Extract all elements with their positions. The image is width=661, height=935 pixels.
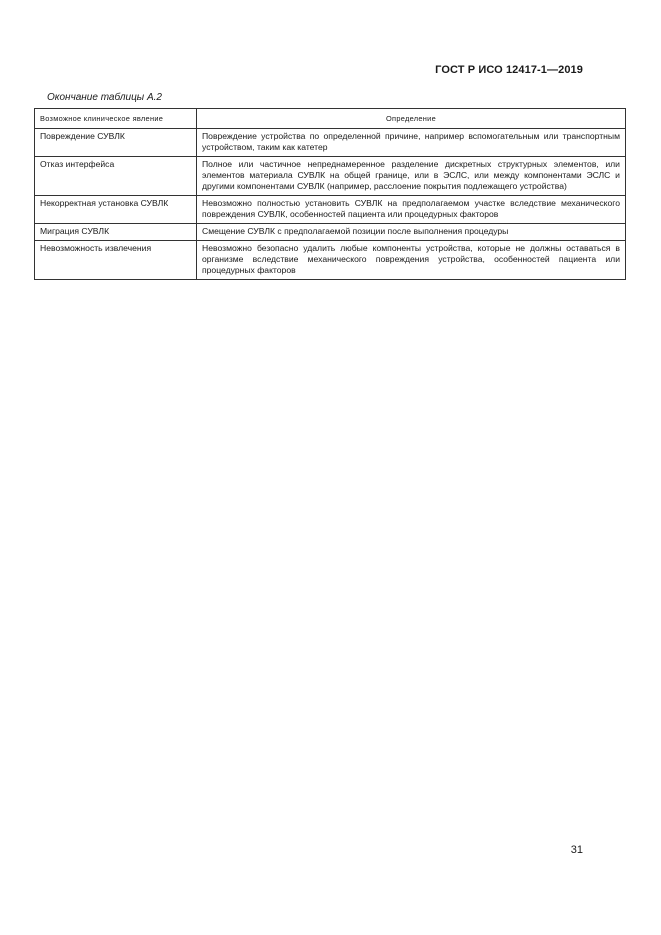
table-row (35, 241, 626, 280)
table-row (35, 157, 626, 196)
row-term: Миграция СУВЛК (35, 224, 197, 241)
row-definition: Невозможно безопасно удалить любые компоненты устройства, которые не должны оставаться в организме вследствие механического повреждения устройства, особенностей пациента или процедурных факторов (197, 241, 626, 280)
column-header-definition: Определение (197, 109, 626, 129)
row-definition: Невозможно полностью установить СУВЛК на предполагаемом участке вследствие механического повреждения СУВЛК, особенностей пациента или процедурных факторов (197, 196, 626, 224)
table-row (35, 224, 626, 241)
table-caption: Окончание таблицы А.2 (47, 92, 162, 103)
row-term: Повреждение СУВЛК (35, 129, 197, 157)
column-header-phenomenon: Возможное клиническое явление (35, 109, 197, 129)
table-row (35, 196, 626, 224)
row-term: Некорректная установка СУВЛК (35, 196, 197, 224)
table-header-row (35, 109, 626, 129)
row-definition: Смещение СУВЛК с предполагаемой позиции после выполнения процедуры (197, 224, 626, 241)
row-term: Невозможность извлечения (35, 241, 197, 280)
row-term: Отказ интерфейса (35, 157, 197, 196)
page-number: 31 (570, 844, 583, 856)
table-row (35, 129, 626, 157)
row-definition: Повреждение устройства по определенной причине, например вспомогательным или транспортным устройством, таким как катетер (197, 129, 626, 157)
document-id-header: ГОСТ Р ИСО 12417-1—2019 (435, 64, 583, 76)
definitions-table (34, 108, 626, 280)
row-definition: Полное или частичное непреднамеренное разделение дискретных структурных элементов, или элементов материала СУВЛК на общей границе, или в ЭСЛС, или между компонентами ЭСЛС и другими компонентами СУВЛК (например, расслоение покрытия подлежащего устройства) (197, 157, 626, 196)
